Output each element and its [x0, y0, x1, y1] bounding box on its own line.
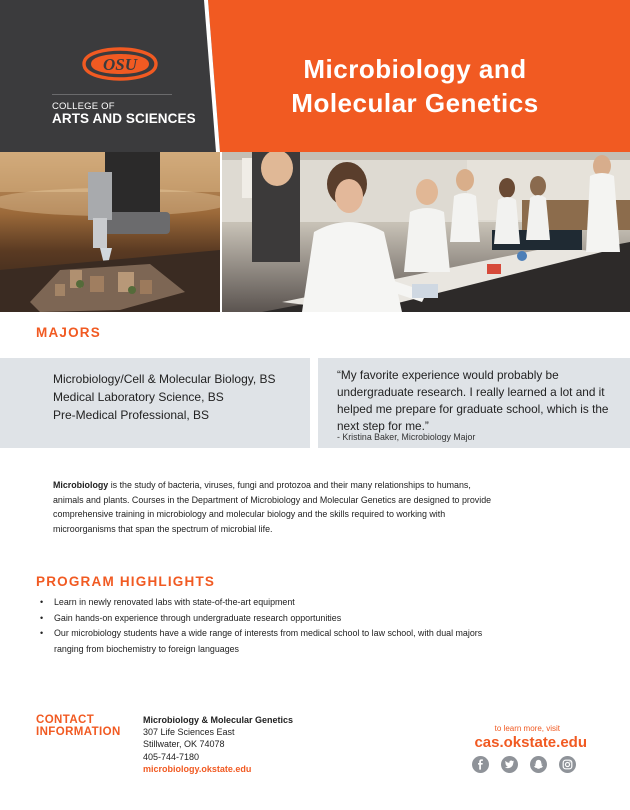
contact-heading: [36, 714, 121, 738]
contact-heading-line1: CONTACT: [36, 714, 95, 726]
major-item: Pre-Medical Professional, BS: [53, 408, 210, 422]
twitter-icon[interactable]: [501, 756, 518, 773]
header-banner: [0, 0, 630, 152]
description-text: is the study of bacteria, viruses, fungi and protozoa and their many relationships to humans, animals and plants. Courses in the Department of Microbiology and Molecular Genetics are designed to provide comprehensive training in microbiology and molecular biology and the skills required to working with microorganisms that span the spectrum of microbial life.: [53, 480, 492, 534]
learn-more-label: to learn more, visit: [494, 724, 560, 733]
contact-address-line2: Stillwater, OK 74078: [143, 739, 225, 750]
majors-heading: MAJORS: [36, 325, 101, 340]
social-links: [472, 756, 576, 774]
lab-students-photo: [222, 152, 630, 312]
major-item: Microbiology/Cell & Molecular Biology, BS: [53, 372, 276, 386]
major-item: Medical Laboratory Science, BS: [53, 390, 224, 404]
college-label-bottom: ARTS AND SCIENCES: [52, 111, 196, 126]
highlight-item: • Gain hands-on experience through undergraduate research opportunities: [40, 611, 490, 627]
snapchat-icon[interactable]: [530, 756, 547, 773]
highlights-heading: PROGRAM HIGHLIGHTS: [36, 574, 216, 589]
college-label-top: COLLEGE OF: [52, 101, 115, 112]
page-title-line1: Microbiology and: [303, 54, 527, 84]
student-quote-panel: [318, 358, 630, 448]
highlights-list: [40, 595, 490, 657]
majors-list: [53, 370, 276, 424]
facebook-icon[interactable]: [472, 756, 489, 773]
majors-panel: [0, 358, 310, 448]
contact-phone[interactable]: 405-744-7180: [143, 751, 200, 762]
instagram-icon[interactable]: [559, 756, 576, 773]
microscope-photo: [0, 152, 220, 312]
student-quote: “My favorite experience would probably be undergraduate research. I really learned a lot and it helped me prepare for graduate school, which is the next step for me.”: [337, 368, 609, 433]
logo-divider: [52, 94, 172, 95]
cas-website-link[interactable]: cas.okstate.edu: [474, 734, 587, 751]
contact-website-link[interactable]: microbiology.okstate.edu: [143, 763, 252, 774]
contact-address-line1: 307 Life Sciences East: [143, 727, 235, 738]
page-title-line2: Molecular Genetics: [291, 88, 539, 118]
program-description: [53, 478, 498, 536]
contact-department: Microbiology & Molecular Genetics: [143, 715, 294, 725]
quote-attribution: - Kristina Baker, Microbiology Major: [337, 432, 476, 442]
contact-details: [143, 714, 363, 775]
contact-heading-line2: INFORMATION: [36, 726, 121, 738]
description-term: Microbiology: [53, 480, 109, 490]
highlight-item: • Learn in newly renovated labs with state-of-the-art equipment: [40, 595, 490, 611]
osu-logo-text: OSU: [102, 55, 138, 74]
photo-strip: [0, 152, 630, 312]
highlight-item: • Our microbiology students have a wide range of interests from medical school to law school, with dual majors ranging from biochemistry to foreign languages: [40, 626, 490, 657]
page-title: [240, 52, 590, 120]
osu-logo[interactable]: [80, 46, 160, 82]
